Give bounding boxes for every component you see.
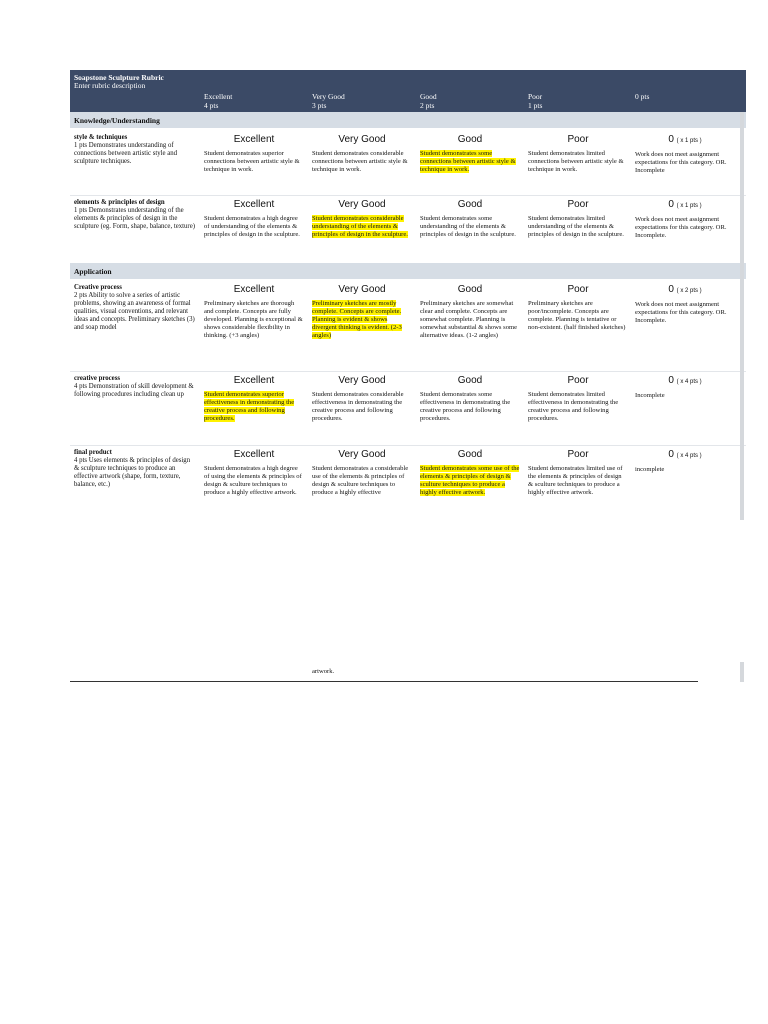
rating-cell-poor[interactable]: Poor Student demonstrates limited understanding of the elements & principles of design in the sculpture. [528,199,624,238]
criterion-description: final product 4 pts Uses elements & principles of design & sculpture techniques to produce an effective artwork (shape, form, texture, balance, etc.) [74,449,191,488]
row-divider [70,195,746,196]
rubric-header [70,70,746,112]
rating-cell-zero[interactable]: 0 ( x 4 pts ) incomplete [635,449,702,473]
row-divider [70,371,746,372]
rating-cell-very-good[interactable]: Very Good Student demonstrates a considerable use of the elements & principles of design & sculture techniques to produce a highly effective [312,449,409,496]
rating-cell-very-good-selected[interactable]: Very Good Student demonstrates considerable understanding of the elements & principles of design in the sculpture. [312,199,408,238]
overflow-text: artwork. [312,668,335,675]
rating-cell-good[interactable]: Good Student demonstrates some effectiveness in demonstrating the creative process and following procedures. [420,375,511,422]
rating-cell-excellent[interactable]: Excellent Student demonstrates superior connections between artistic style & technique in work. [204,134,300,173]
criterion-description: elements & principles of design 1 pts Demonstrates understanding of the elements & principles of design in the sculpture (eg. Form, shape, balance, texture) [74,199,195,230]
criterion-description: creative process 4 pts Demonstration of skill development & following procedures including clean up [74,375,194,398]
rating-cell-zero[interactable]: 0 ( x 4 pts ) Incomplete [635,375,702,399]
column-header-excellent: Excellent 4 pts [204,92,233,110]
vertical-scrollbar[interactable] [740,112,744,520]
rating-cell-poor[interactable]: Poor Student demonstrates limited effectiveness in demonstrating the creative process and following procedures. [528,375,619,422]
rating-cell-excellent[interactable]: Excellent Student demonstrates a high degree of understanding of the elements & principles of design in the sculpture. [204,199,300,238]
rating-cell-excellent[interactable]: Excellent Preliminary sketches are thorough and complete. Concepts are fully developed. Planning is exceptional & shows considerable flexibility in thinking. (+3 angles) [204,284,303,339]
criterion-description: Creative process 2 pts Ability to solve a series of artistic problems, showing an awareness of formal qualities, visual conventions, and relevant ideas and concepts. Preliminary sketches (3) and soap model [74,284,195,331]
rating-cell-very-good-selected[interactable]: Very Good Preliminary sketches are mostly complete. Concepts are complete. Planning is evident & shows divergent thinking is evident. (2-3 angles) [312,284,402,339]
rating-cell-good-selected[interactable]: Good Student demonstrates some use of the elements & principles of design & sculture techniques to produce a highly effective artwork. [420,449,520,496]
rating-cell-good[interactable]: Good Student demonstrates some understanding of the elements & principles of design in the sculpture. [420,199,516,238]
rubric-title: Soapstone Sculpture Rubric [74,73,164,82]
rating-cell-very-good[interactable]: Very Good Student demonstrates considerable effectiveness in demonstrating the creative process and following procedures. [312,375,404,422]
column-header-very-good: Very Good 3 pts [312,92,345,110]
rating-cell-zero[interactable]: 0 ( x 1 pts ) Work does not meet assignment expectations for this category. OR. Incomplete. [635,199,727,239]
rating-cell-excellent[interactable]: Excellent Student demonstrates a high degree of using the elements & principles of design & sculture techniques to produce a highly effective artwork. [204,449,302,496]
rating-cell-zero[interactable]: 0 ( x 2 pts ) Work does not meet assignment expectations for this category. OR. Incomplete. [635,284,727,324]
row-divider [70,445,746,446]
criterion-description: style & techniques 1 pts Demonstrates understanding of connections between artistic style and sculpture techniques. [74,134,178,165]
rating-cell-poor[interactable]: Poor Preliminary sketches are poor/incomplete. Concepts are complete. Planning is tentative or non-existent. (half finished sketches) [528,284,626,331]
section-knowledge-understanding: Knowledge/Understanding [70,112,746,128]
rating-cell-zero[interactable]: 0 ( x 1 pts ) Work does not meet assignment expectations for this category. OR. Incomplete [635,134,727,174]
rating-cell-poor[interactable]: Poor Student demonstrates limited connections between artistic style & technique in work. [528,134,624,173]
page-bottom-rule [70,681,698,682]
column-header-good: Good 2 pts [420,92,437,110]
rubric-description: Enter rubric description [74,81,146,90]
column-header-zero: 0 pts [635,92,650,101]
rating-cell-very-good[interactable]: Very Good Student demonstrates considerable connections between artistic style & technique in work. [312,134,408,173]
column-header-poor: Poor 1 pts [528,92,543,110]
rating-cell-good-selected[interactable]: Good Student demonstrates some connections between artistic style & technique in work. [420,134,516,173]
rating-cell-poor[interactable]: Poor Student demonstrates limited use of the elements & principles of design & sculture techniques to produce a highly effective artwork. [528,449,623,496]
rating-cell-excellent-selected[interactable]: Excellent Student demonstrates superior effectiveness in demonstrating the creative process and following procedures. [204,375,295,422]
scrollbar-thumb[interactable] [740,662,744,682]
rating-cell-good[interactable]: Good Preliminary sketches are somewhat clear and complete. Concepts are somewhat complete. Planning is somewhat substantial & shows some alternative ideas. (1-2 angles) [420,284,518,339]
section-application: Application [70,263,746,279]
